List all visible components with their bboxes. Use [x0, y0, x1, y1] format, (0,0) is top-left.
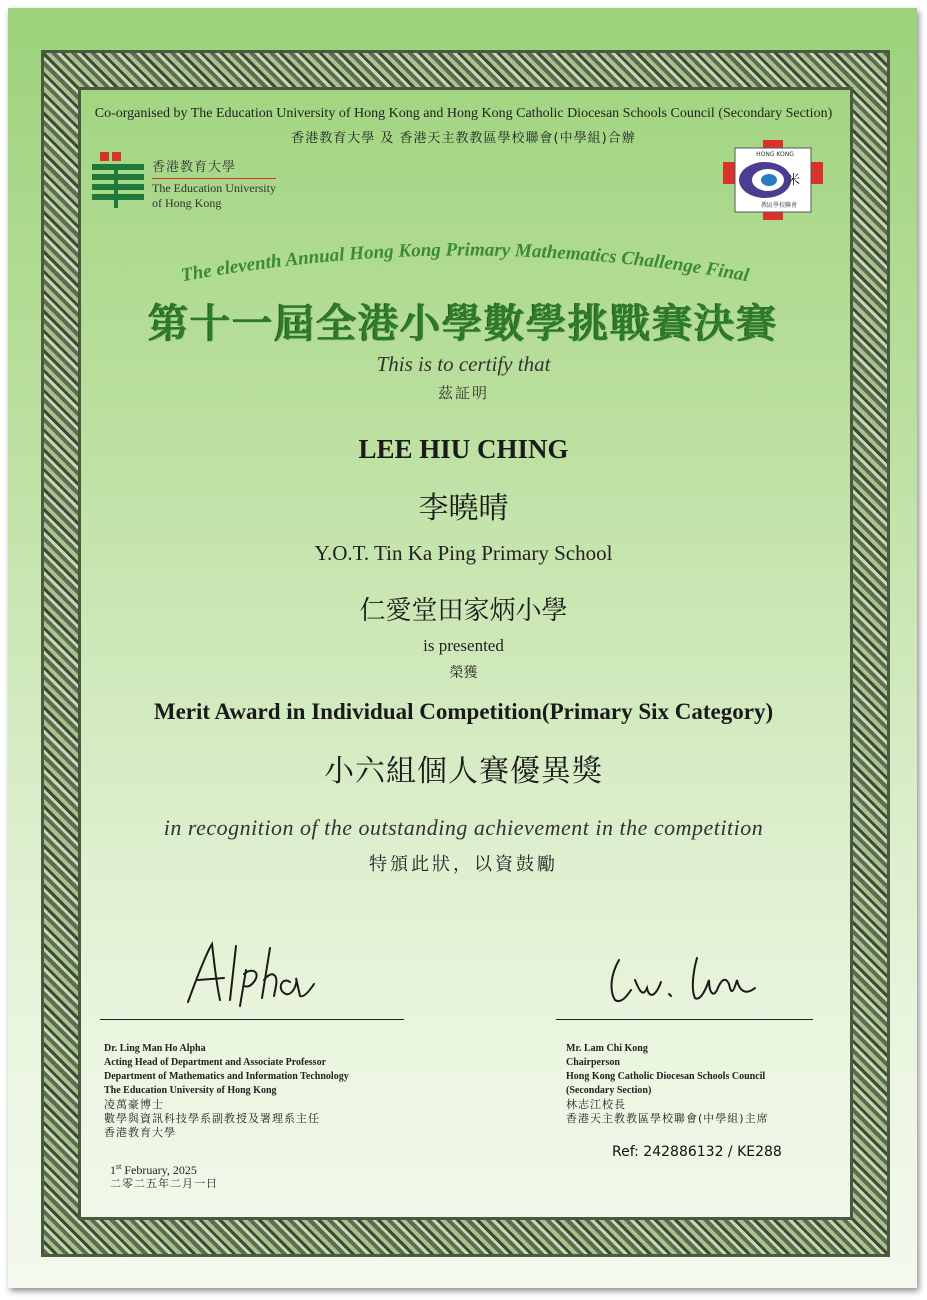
award-en: Merit Award in Individual Competition(Primary Six Category) — [153, 699, 774, 724]
signatory-left-org-zh: 香港教育大學 — [104, 1126, 176, 1139]
signature-right — [605, 950, 770, 1010]
signatory-right-title1: Chairperson — [566, 1057, 620, 1068]
council-emblem-icon — [723, 140, 823, 220]
council-emblem-top-text: HONG KONG — [756, 151, 794, 158]
date-rest: February, 2025 — [121, 1163, 197, 1177]
date-day: 1 — [110, 1163, 116, 1177]
signatory-right-title-zh: 香港天主教教區學校聯會(中學組)主席 — [566, 1112, 769, 1125]
eduhk-wordmark — [152, 160, 276, 211]
signatory-left-title-zh: 數學與資訊科技學系副教授及署理系主任 — [104, 1112, 320, 1125]
signatory-left-title2: Department of Mathematics and Information Technology — [104, 1071, 349, 1082]
recipient-name-en: LEE HIU CHING — [358, 434, 569, 464]
school-name-en: Y.O.T. Tin Ka Ping Primary School — [314, 541, 613, 565]
signatory-left-name: Dr. Ling Man Ho Alpha — [104, 1043, 206, 1054]
eduhk-name-zh: 香港教育大學 — [152, 160, 237, 175]
recipient-name-zh: 李曉晴 — [418, 491, 509, 526]
eduhk-name-en-2: of Hong Kong — [152, 196, 222, 210]
coorganised-zh: 香港教育大學 及 香港天主教教區學校聯會(中學組)合辦 — [291, 131, 636, 146]
council-emblem-bottom-text: 教區學校聯會 — [760, 202, 798, 209]
presented-zh: 榮獲 — [449, 665, 478, 681]
title-zh: 第十一屆全港小學數學挑戰賽決賽 — [148, 301, 779, 347]
signatory-right-name-zh: 林志江校長 — [566, 1098, 626, 1111]
school-name-zh: 仁愛堂田家炳小學 — [359, 596, 568, 626]
title-en — [120, 238, 810, 298]
signatory-right-org1: Hong Kong Catholic Diocesan Schools Council — [566, 1071, 766, 1082]
recognition-en: in recognition of the outstanding achievement in the competition — [163, 815, 764, 840]
signatory-left-title1: Acting Head of Department and Associate Professor — [104, 1057, 327, 1068]
issue-date — [110, 1160, 218, 1191]
signatory-right-org2: (Secondary Section) — [566, 1085, 652, 1096]
date-suffix: st — [116, 1162, 122, 1171]
signatory-right-details — [566, 1042, 769, 1126]
reference-number: Ref: 242886132 / KE288 — [612, 1144, 782, 1160]
coorganised-en: Co-organised by The Education University of Hong Kong and Hong Kong Catholic Diocesan Schools Council (Secondary Section) — [94, 106, 833, 121]
presented-en: is presented — [423, 636, 504, 655]
award-zh: 小六組個人賽優異獎 — [324, 754, 603, 789]
signatory-left-details — [104, 1042, 349, 1140]
signature-line-right — [556, 1019, 813, 1020]
svg-text:The eleventh Annual Hong Kong: The eleventh Annual Hong Kong Primary Mathematics Challenge Final — [179, 239, 751, 287]
signatory-right-name: Mr. Lam Chi Kong — [566, 1043, 648, 1054]
signatory-left-org: The Education University of Hong Kong — [104, 1085, 277, 1096]
signature-line-left — [100, 1019, 404, 1020]
date-zh: 二零二五年二月一日 — [110, 1177, 218, 1190]
recognition-zh: 特頒此狀，以資鼓勵 — [369, 854, 558, 875]
signature-left — [180, 940, 330, 1010]
eduhk-logo-icon — [92, 150, 147, 208]
eduhk-name-en-1: The Education University — [152, 178, 276, 196]
certify-zh: 茲証明 — [437, 384, 489, 402]
svg-text:米: 米 — [787, 173, 801, 188]
signatory-left-name-zh: 凌萬豪博士 — [104, 1098, 164, 1111]
certify-en: This is to certify that — [376, 352, 551, 376]
